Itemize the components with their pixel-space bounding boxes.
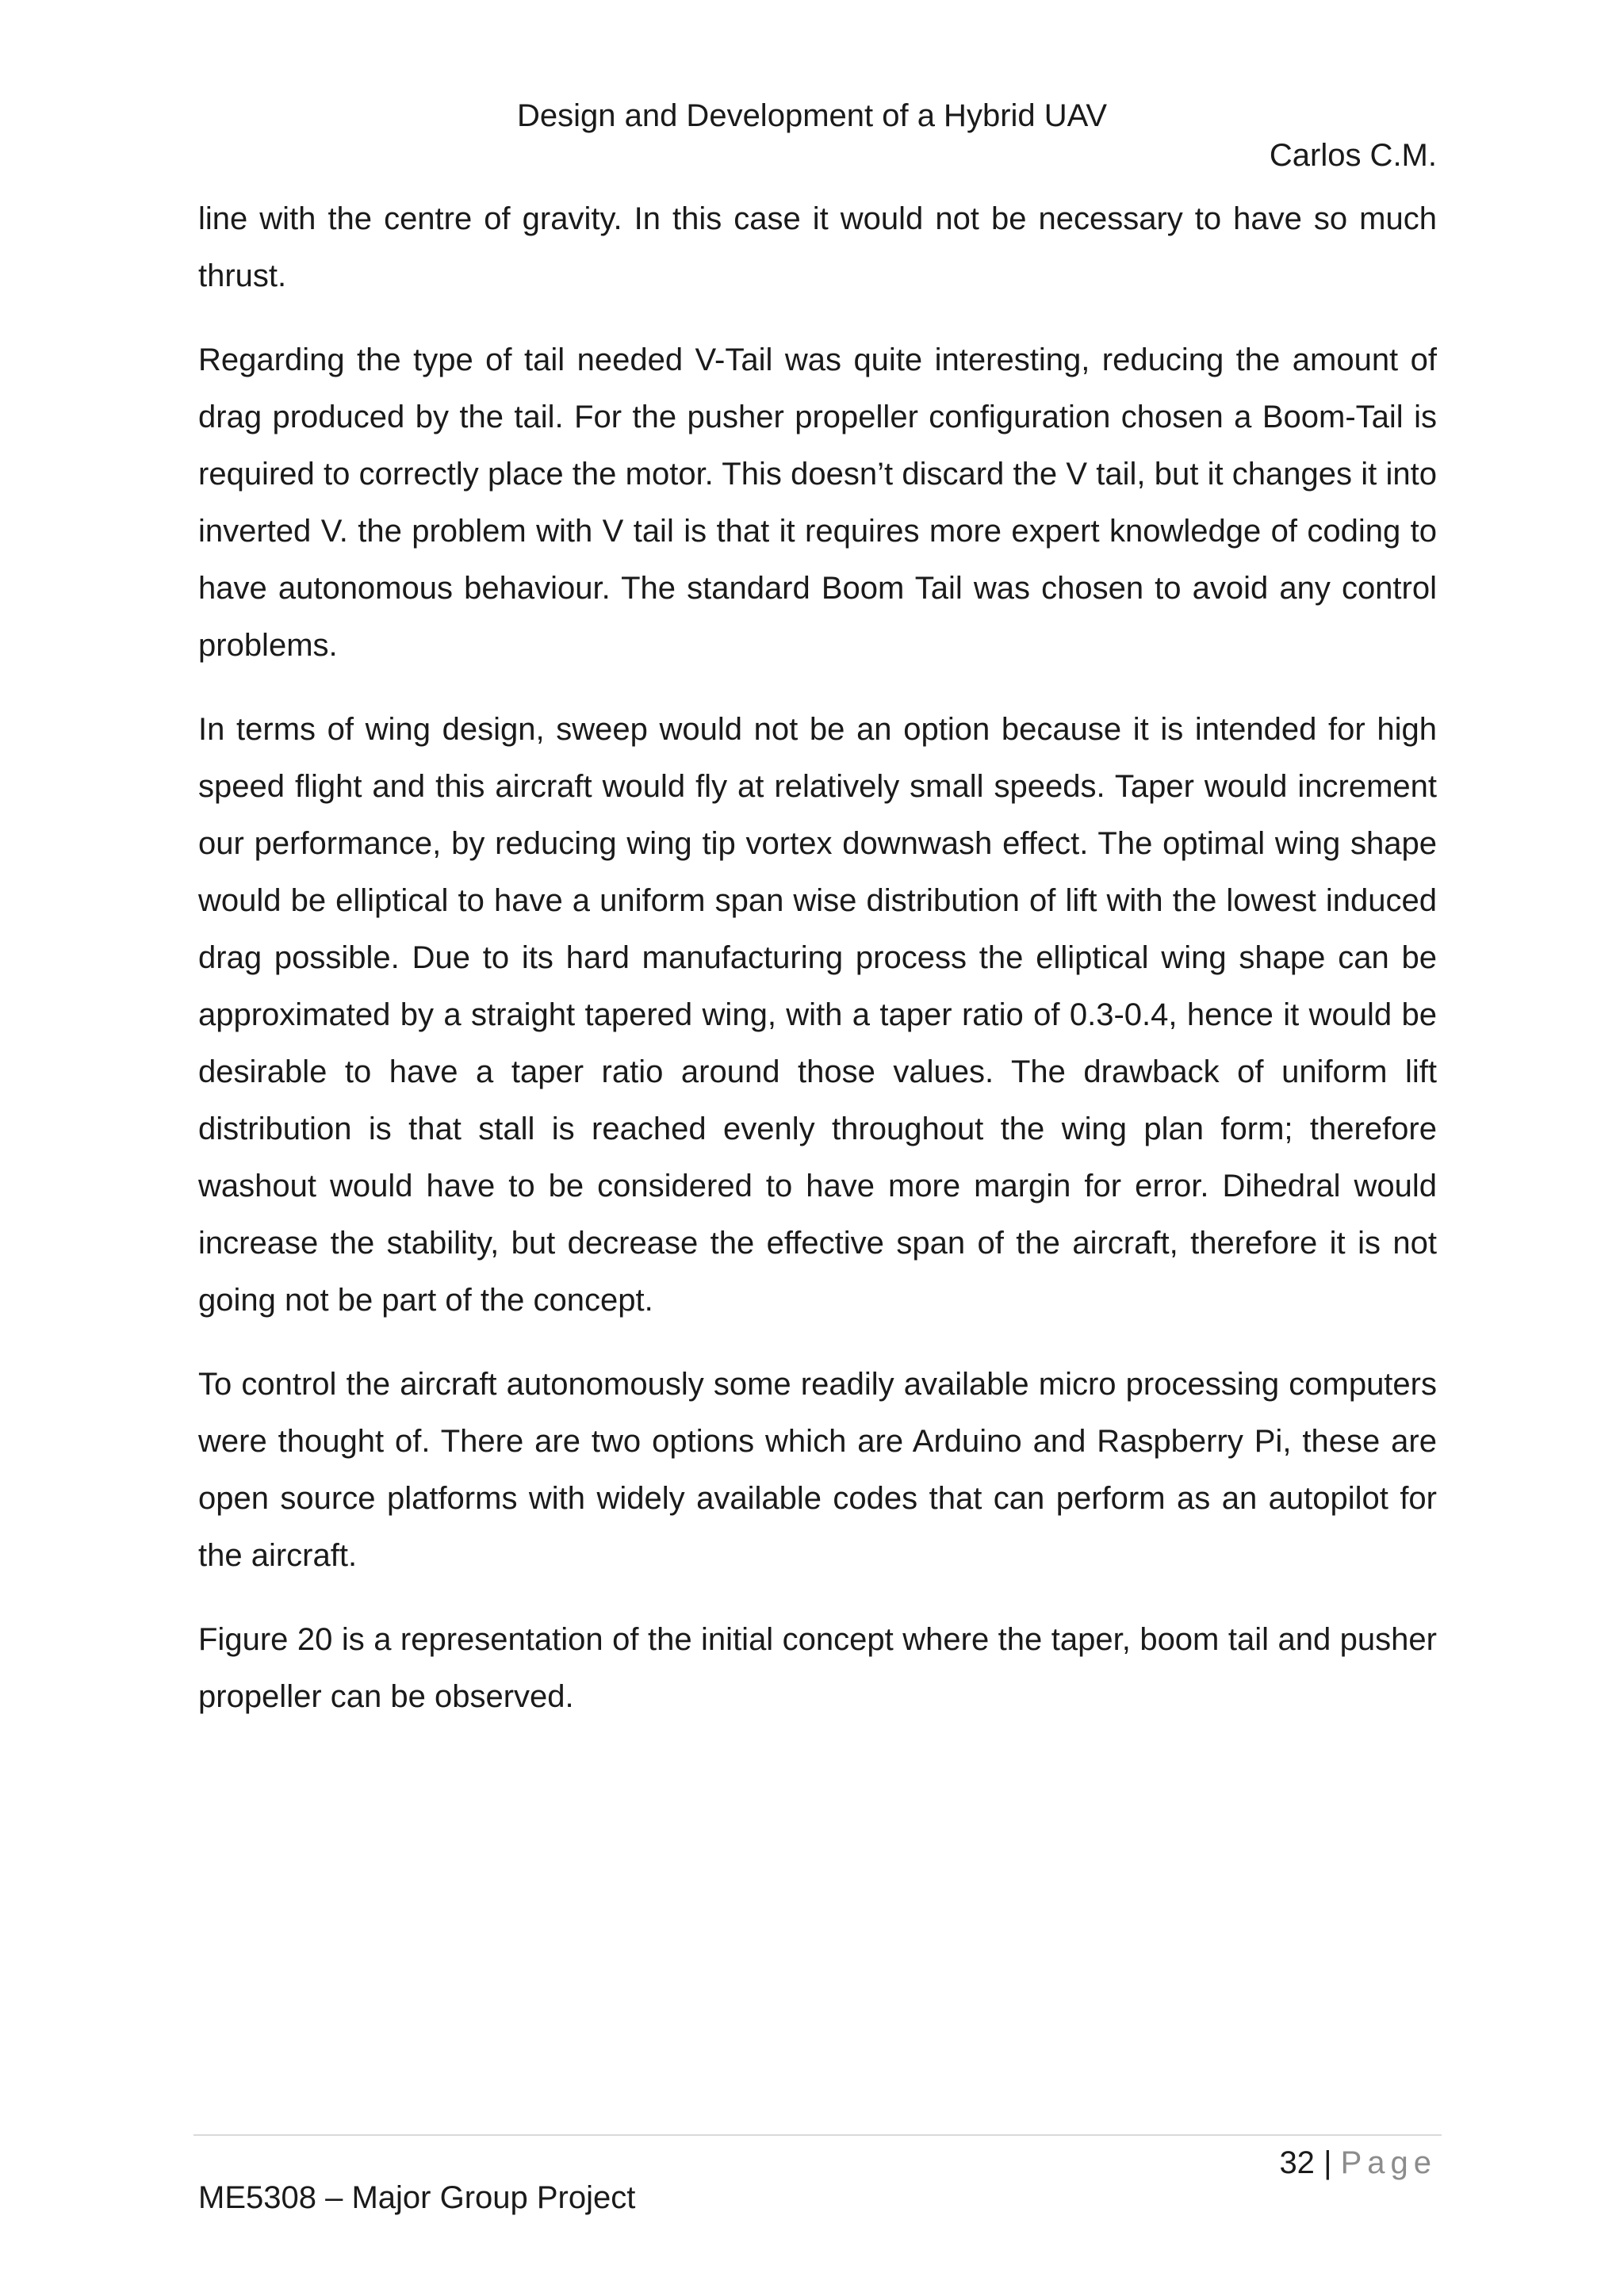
page-number-separator: | xyxy=(1323,2145,1332,2180)
page-number-value: 32 xyxy=(1279,2145,1315,2180)
paragraph: Figure 20 is a representation of the initial concept where the taper, boom tail and pusher propeller can be observed. xyxy=(198,1622,1437,1714)
page-label: Page xyxy=(1340,2145,1437,2180)
body-text xyxy=(198,190,1437,1752)
footer-course: ME5308 – Major Group Project xyxy=(198,2180,636,2215)
header-author: Carlos C.M. xyxy=(1269,138,1437,173)
header-title: Design and Development of a Hybrid UAV xyxy=(516,98,1108,133)
paragraph: line with the centre of gravity. In this case it would not be necessary to have so much thrust. xyxy=(198,201,1437,293)
paragraph: In terms of wing design, sweep would not be an option because it is intended for high speed flight and this aircraft would fly at relatively small speeds. Taper would increment our performance, by reducing wing tip vortex downwash effect. The optimal wing shape would be elliptical to have a uniform span wise distribution of lift with the lowest induced drag possible. Due to its hard manufacturing process the elliptical wing shape can be approximated by a straight tapered wing, with a taper ratio of 0.3-0.4, hence it would be desirable to have a taper ratio around those values. The drawback of uniform lift distribution is that stall is reached evenly throughout the wing plan form; therefore washout would have to be considered to have more margin for error. Dihedral would increase the stability, but decrease the effective span of the aircraft, therefore it is not going not be part of the concept. xyxy=(198,712,1437,1318)
footer-divider xyxy=(193,2134,1442,2136)
paragraph: Regarding the type of tail needed V-Tail was quite interesting, reducing the amount of drag produced by the tail. For the pusher propeller configuration chosen a Boom-Tail is required to correctly place the motor. This doesn’t discard the V tail, but it changes it into inverted V. the problem with V tail is that it requires more expert knowledge of coding to have autonomous behaviour. The standard Boom Tail was chosen to avoid any control problems. xyxy=(198,342,1437,663)
page-number xyxy=(1279,2141,1437,2185)
paragraph: To control the aircraft autonomously some readily available micro processing computers were thought of. There are two options which are Arduino and Raspberry Pi, these are open source platforms with widely available codes that can perform as an autopilot for the aircraft. xyxy=(198,1367,1437,1573)
